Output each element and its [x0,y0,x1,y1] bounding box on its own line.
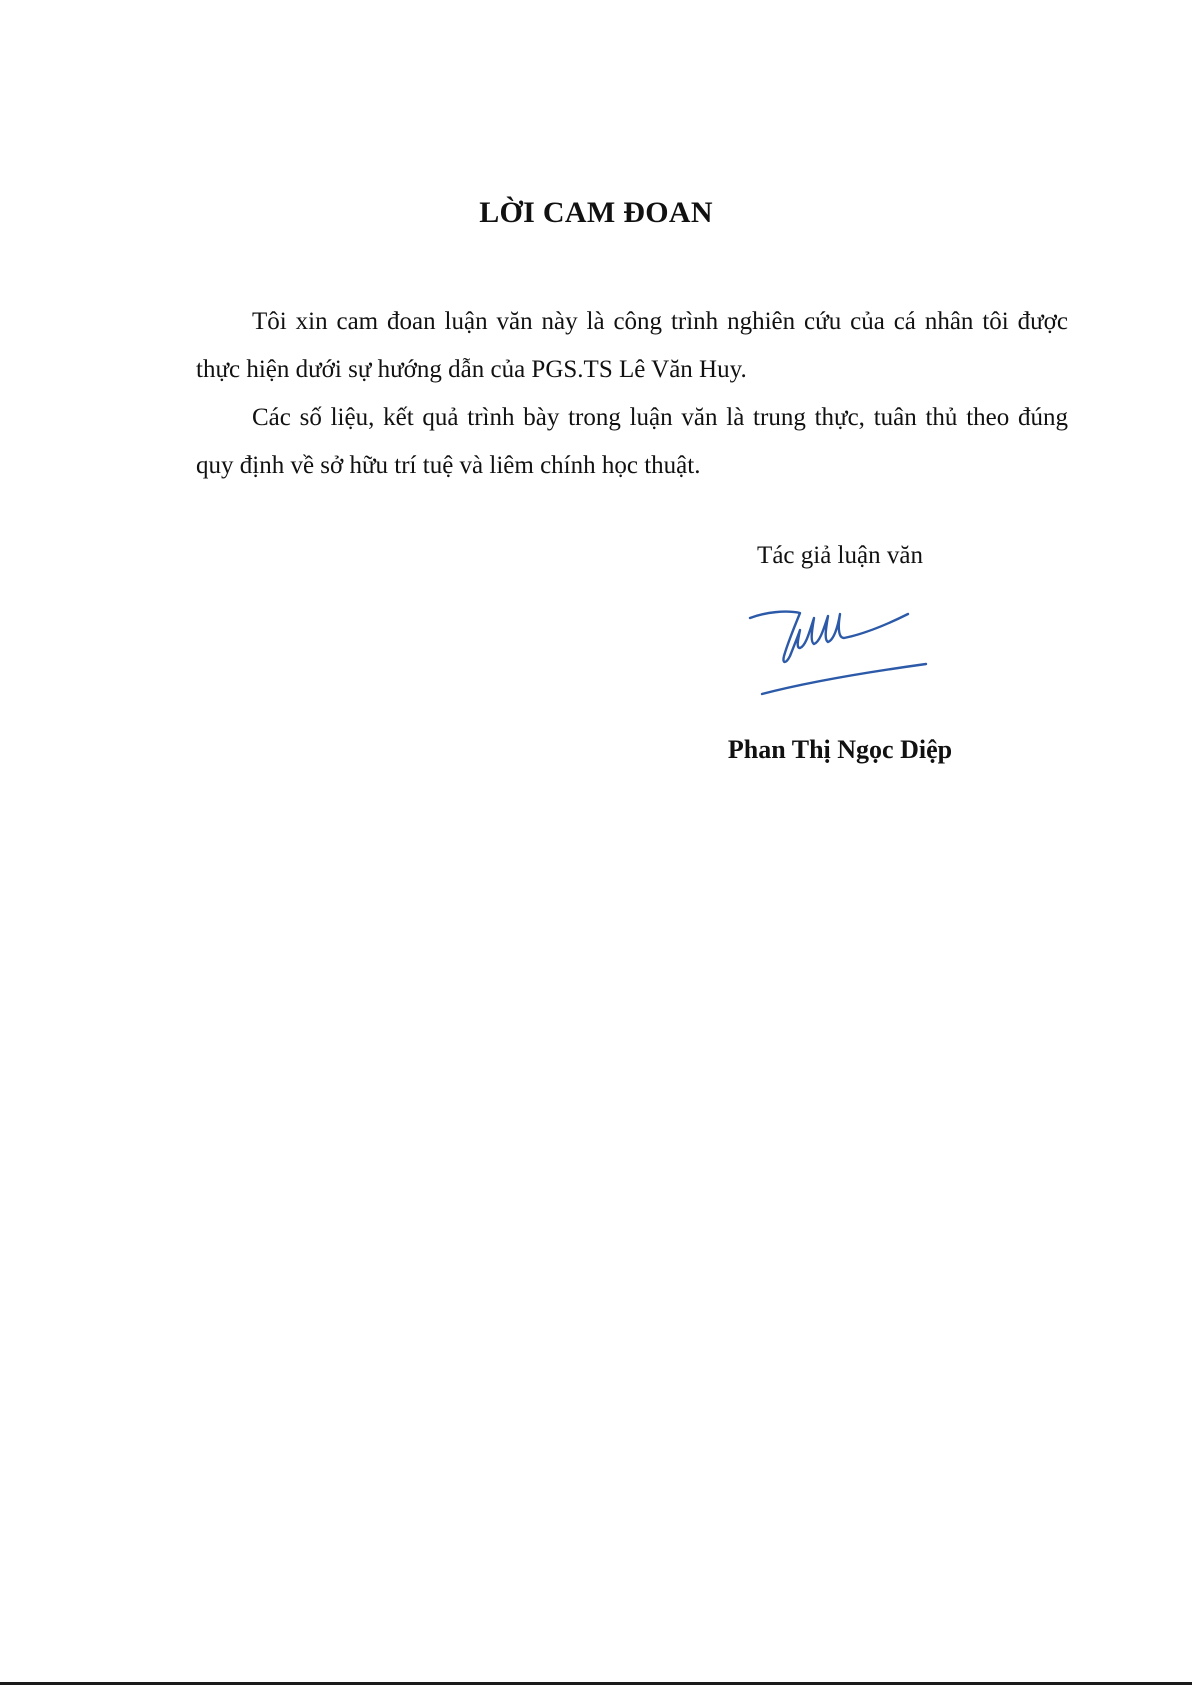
paragraph-1: Tôi xin cam đoan luận văn này là công trình nghiên cứu của cá nhân tôi được thực hiện dưới sự hướng dẫn của PGS.TS Lê Văn Huy. [196,308,1068,383]
handwritten-signature [748,600,938,710]
page-title: LỜI CAM ĐOAN [479,196,713,229]
signature-underline-stroke [762,664,926,694]
signature-block [700,540,980,572]
author-role-label: Tác giả luận văn [757,542,923,569]
declaration-body [196,298,1068,490]
author-name: Phan Thị Ngọc Diệp [727,735,953,764]
paragraph-2: Các số liệu, kết quả trình bày trong luận văn là trung thực, tuân thủ theo đúng quy định về sở hữu trí tuệ và liêm chính học thuật. [196,404,1068,479]
signature-top-stroke [750,612,908,662]
